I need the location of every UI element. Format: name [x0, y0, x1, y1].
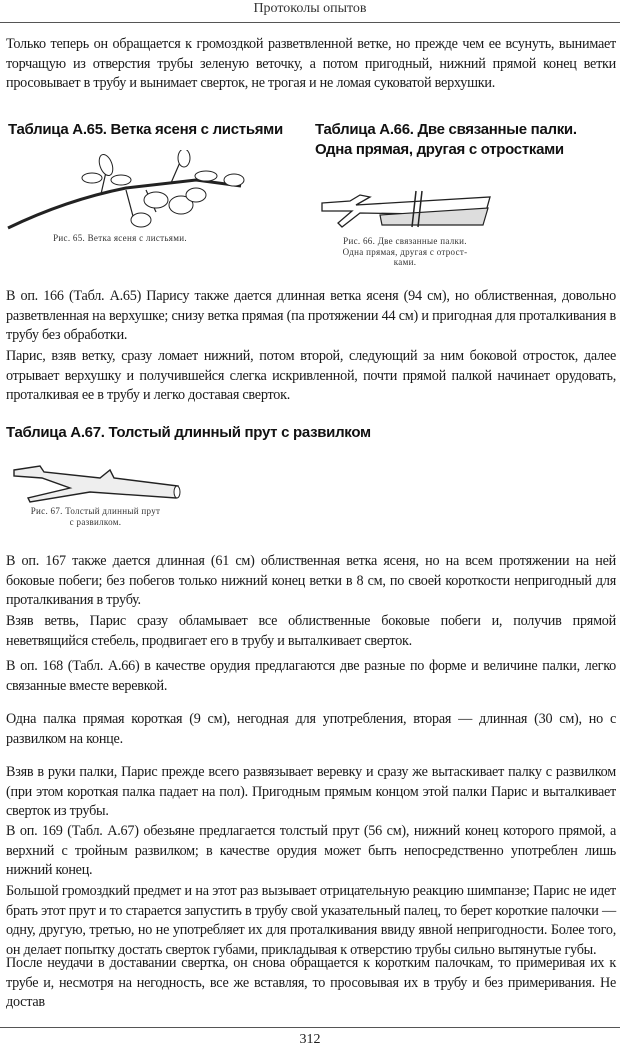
figure-65-caption: Рис. 65. Ветка ясеня с листьями.: [53, 233, 187, 243]
two-tied-sticks-illustration: [320, 175, 495, 235]
paragraph: После неудачи в доставании свертка, он снова обращается к коротким палочкам, то примеривая их к трубе и, несмотря на негодность, все же вставляя, то просовывая их в трубу и без примеривания. Не достав: [6, 955, 616, 1011]
paragraph: Взяв ветвь, Парис сразу обламывает все облиственные боковые побеги и, получив прямой неветвящийся стебель, продвигает его в трубу и выталкивает сверток.: [6, 613, 616, 649]
table-a67-heading: Таблица А.67. Толстый длинный прут с развилком: [6, 424, 371, 441]
table-a65-heading: Таблица А.65. Ветка ясеня с листьями: [8, 121, 283, 138]
paragraph: Взяв в руки палки, Парис прежде всего развязывает веревку и сразу же вытаскивает палку с развилком (при этом короткая палка падает на пол). Пригодным прямым концом этой палки Парис и выталкивает сверток из трубы.: [6, 764, 616, 820]
figure-67-caption-line1: Рис. 67. Толстый длинный прут: [30, 506, 161, 516]
paragraph: В оп. 169 (Табл. А.67) обезьяне предлагается толстый прут (56 см), нижний конец которого прямой, а верхний с тройным развилком; в качестве орудия может быть непосредственно употреблен лишь нижний конец.: [6, 823, 616, 879]
page-number: 312: [299, 1032, 321, 1047]
footer-rule: [0, 1027, 620, 1028]
running-header: Протоколы опытов: [253, 1, 367, 16]
figure-66-caption-line1: Рис. 66. Две связанные палки.: [343, 236, 467, 246]
paragraph: В оп. 166 (Табл. А.65) Парису также дается длинная ветка ясеня (94 см), но облиственная, довольно разветвленная на верхушке; снизу ветка прямая (па протяжении 44 см) и пригодная для проталкивания в трубу без обработки.: [6, 288, 616, 344]
paragraph: Большой громоздкий предмет и на этот раз вызывает отрицательную реакцию шимпанзе; Парис не идет брать этот прут и то старается запустить в трубу свой указательный палец, то берет короткие палочки — одну, другую, третью, но не употребляет их для проталкивания ввиду явной непригодности. Более того, он делает попытку достать сверток губами, прикладывая к отверстию трубы сильно вытянутые губы.: [6, 883, 616, 959]
paragraph: Только теперь он обращается к громоздкой разветвленной ветке, но прежде чем ее всунуть, вынимает торчащую из отверстия трубы зеленую веточку, а потом пригодный, нижний прямой конец ветки просовывает в трубу и вынимает сверток, не трогая и не ломая суковатой верхушки.: [6, 36, 616, 92]
figure-67-caption-line2: с развилком.: [69, 516, 122, 527]
paragraph: В оп. 168 (Табл. А.66) в качестве орудия предлагаются две разные по форме и величине палки, легко связанные вместе веревкой.: [6, 658, 616, 694]
paragraph: В оп. 167 также дается длинная (61 см) облиственная ветка ясеня, но на всем протяжении на ней боковые побеги; без побегов только нижний конец ветки в 8 см, по своей короткости непригодный для проталкивания в трубу.: [6, 553, 616, 609]
paragraph: Одна палка прямая короткая (9 см), негодная для употребления, вторая — длинная (30 см), но с развилком на конце.: [6, 711, 616, 747]
ash-branch-illustration: [6, 150, 246, 235]
figure-66-caption-line3: ками.: [393, 257, 417, 267]
table-a66-heading-line2: Одна прямая, другая с отростками: [315, 141, 564, 158]
header-rule: [0, 22, 620, 23]
thick-forked-rod-illustration: [10, 458, 182, 504]
paragraph: Парис, взяв ветку, сразу ломает нижний, потом второй, следующий за ним боковой отросток, далее отрывает верхушку и получившейся слегка искривленной, почти прямой палкой начинает орудовать, проталкивая ее в трубу и легко доставая сверток.: [6, 348, 616, 404]
figure-66-caption-line2: Одна прямая, другая с отрост-: [342, 246, 468, 257]
table-a66-heading-line1: Таблица А.66. Две связанные палки.: [315, 121, 577, 138]
